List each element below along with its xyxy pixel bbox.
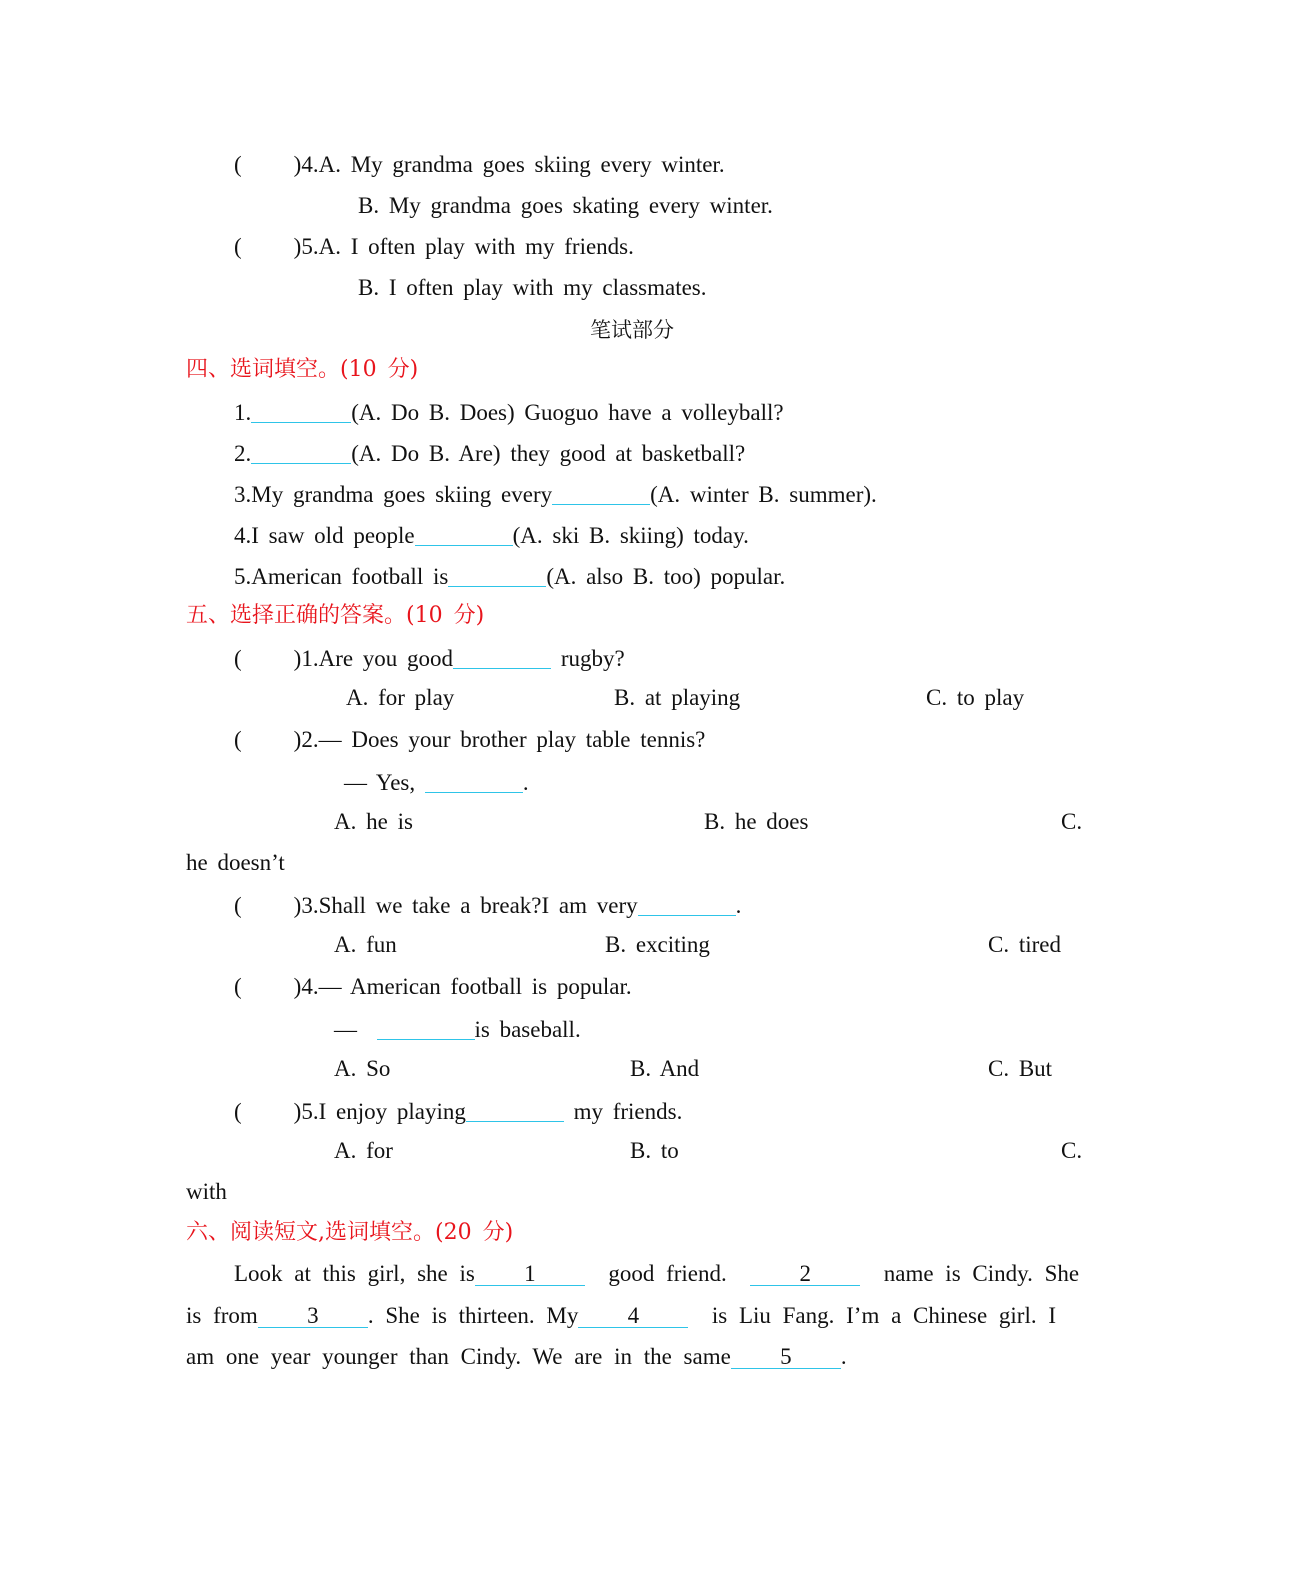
- passage-line-3: am one year younger than Cindy. We are in the same 5 .: [186, 1344, 847, 1369]
- answer-blank-4[interactable]: 4: [578, 1305, 688, 1328]
- s5-q5-option-c[interactable]: C.: [1061, 1138, 1083, 1163]
- s5-q4-option-b[interactable]: B. And: [630, 1056, 700, 1081]
- s5-q5-option-a[interactable]: A. for: [334, 1138, 393, 1163]
- s5-q5-option-b[interactable]: B. to: [630, 1138, 679, 1163]
- s5-q3-option-c[interactable]: C. tired: [988, 932, 1061, 957]
- answer-blank[interactable]: [251, 441, 351, 464]
- answer-paren[interactable]: (: [234, 727, 242, 752]
- answer-paren[interactable]: (: [234, 152, 242, 177]
- s5-q4-option-c[interactable]: C. But: [988, 1056, 1053, 1081]
- s5-q2-option-b[interactable]: B. he does: [704, 809, 809, 834]
- section5-heading: 五、选择正确的答案。(10 分): [186, 603, 485, 628]
- s5-q2-stem: ( )2.— Does your brother play table tennis?: [234, 727, 706, 752]
- s4-item-2: 2. (A. Do B. Are) they good at basketball?: [234, 441, 746, 466]
- answer-blank-3[interactable]: 3: [258, 1305, 368, 1328]
- answer-blank[interactable]: [425, 770, 523, 793]
- answer-paren[interactable]: (: [234, 893, 242, 918]
- listen-q5-line-b: B. I often play with my classmates.: [358, 275, 707, 300]
- listen-q5-line-a: ( )5.A. I often play with my friends.: [234, 234, 634, 259]
- s4-item-5: 5.American football is (A. also B. too) popular.: [234, 564, 786, 589]
- answer-blank[interactable]: [552, 482, 650, 505]
- listen-q4-line-b: B. My grandma goes skating every winter.: [358, 193, 773, 218]
- s5-q4-stem: ( )4.— American football is popular.: [234, 974, 632, 999]
- passage-line-1: Look at this girl, she is 1 good friend. 2 name is Cindy. She: [234, 1261, 1080, 1286]
- answer-blank[interactable]: [638, 893, 736, 916]
- answer-paren[interactable]: (: [234, 646, 242, 671]
- s5-q1-option-a[interactable]: A. for play: [346, 685, 455, 710]
- answer-paren[interactable]: (: [234, 234, 242, 259]
- answer-paren[interactable]: (: [234, 974, 242, 999]
- s5-q4-reply: — is baseball.: [334, 1017, 581, 1042]
- answer-blank[interactable]: [377, 1017, 475, 1040]
- s5-q4-option-a[interactable]: A. So: [334, 1056, 391, 1081]
- s5-q2-option-a[interactable]: A. he is: [334, 809, 413, 834]
- s4-item-4: 4.I saw old people (A. ski B. skiing) today.: [234, 523, 749, 548]
- s5-q5-stem: ( )5.I enjoy playing my friends.: [234, 1099, 683, 1124]
- s5-q1-option-c[interactable]: C. to play: [926, 685, 1025, 710]
- passage-line-2: is from 3 . She is thirteen. My 4 is Liu Fang. I’m a Chinese girl. I: [186, 1303, 1057, 1328]
- section6-heading: 六、阅读短文,选词填空。(20 分): [186, 1220, 514, 1245]
- s5-q1-option-b[interactable]: B. at playing: [614, 685, 741, 710]
- s5-q3-option-a[interactable]: A. fun: [334, 932, 397, 957]
- s5-q3-option-b[interactable]: B. exciting: [605, 932, 710, 957]
- s4-item-3: 3.My grandma goes skiing every (A. winter B. summer).: [234, 482, 877, 507]
- s5-q1-stem: ( )1.Are you good rugby?: [234, 646, 625, 671]
- answer-blank[interactable]: [453, 646, 551, 669]
- answer-blank-5[interactable]: 5: [731, 1346, 841, 1369]
- answer-blank-2[interactable]: 2: [750, 1263, 860, 1286]
- written-section-title: 笔试部分: [590, 318, 674, 342]
- listen-q4-line-a: ( )4.A. My grandma goes skiing every winter.: [234, 152, 725, 177]
- s4-item-1: 1. (A. Do B. Does) Guoguo have a volleyball?: [234, 400, 784, 425]
- section4-heading: 四、选词填空。(10 分): [186, 357, 419, 382]
- answer-blank[interactable]: [448, 564, 546, 587]
- s5-q2-reply: — Yes, .: [344, 770, 529, 795]
- s5-q2-option-c[interactable]: C.: [1061, 809, 1083, 834]
- answer-blank[interactable]: [466, 1099, 564, 1122]
- answer-blank-1[interactable]: 1: [475, 1263, 585, 1286]
- s5-q3-stem: ( )3.Shall we take a break?I am very .: [234, 893, 742, 918]
- answer-paren[interactable]: (: [234, 1099, 242, 1124]
- s5-q5-option-c-text[interactable]: with: [186, 1179, 227, 1204]
- s5-q2-option-c-text[interactable]: he doesn’t: [186, 850, 285, 875]
- answer-blank[interactable]: [415, 523, 513, 546]
- answer-blank[interactable]: [251, 400, 351, 423]
